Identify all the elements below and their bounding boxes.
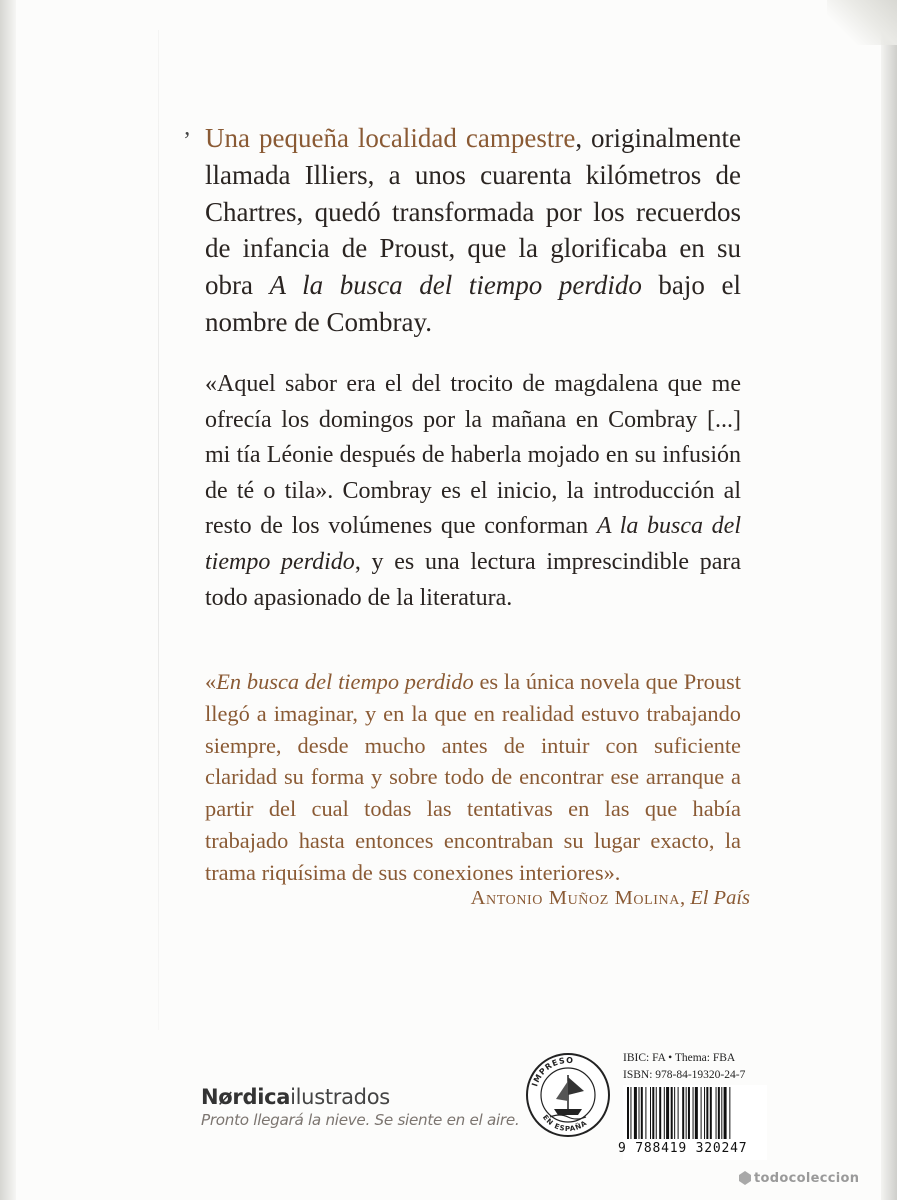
publisher-tagline: Pronto llegará la nieve. Se siente en el aire. [201, 1111, 520, 1129]
barcode-bars [623, 1085, 767, 1141]
book-title: A la busca del tiempo perdido [205, 513, 741, 575]
synopsis-paragraph-1 [205, 120, 741, 341]
worn-corner [827, 0, 897, 45]
book-title: A la busca del tiempo perdido [269, 270, 642, 301]
seal-bottom-text: EN ESPAÑA [540, 1113, 589, 1134]
page-edge [881, 0, 897, 1200]
quote-source: El País [690, 887, 750, 909]
lead-phrase: Una pequeña localidad campestre [205, 123, 576, 153]
publisher-name: Nørdica [201, 1085, 291, 1109]
publisher-collection: ilustrados [290, 1085, 390, 1109]
quote-body: es la única novela que Proust llegó a imaginar, y en la que en realidad estuvo trabajando siempre, desde mucho antes de intuir con suficiente claridad su forma y sobre todo de encontrar ese arranque a partir del cual todas las tentativas en las que había trabajado hasta entonces encontraban su lugar exacto, la trama riquísima de sus conexiones interiores». [205, 669, 741, 885]
synopsis-paragraph-2 [205, 367, 741, 616]
quote-book-title: En busca del tiempo perdido [216, 669, 474, 694]
watermark-logo-icon [738, 1170, 752, 1186]
review-quote [205, 666, 741, 889]
publisher-logo [201, 1085, 390, 1109]
seal-top-text: IMPRESO [530, 1055, 575, 1088]
paragraph2-text: «Aquel sabor era el del trocito de magdalena que me ofrecía los domingos por la mañana en Combray [...] mi tía Léonie después de haberla mojado en su infusión de té o tila». Combray es el inicio, la introducción al resto de los volúmenes que conforman [205, 371, 741, 540]
printed-in-spain-seal-icon [524, 1051, 612, 1139]
watermark: todocoleccion [754, 1171, 860, 1186]
ibic-code: IBIC: FA • Thema: FBA [623, 1052, 736, 1064]
opening-mark: ʼ [183, 128, 191, 154]
quote-open: « [205, 669, 217, 694]
paragraph2-end: , y es una lectura imprescindible para todo apasionado de la literatura. [205, 548, 741, 611]
classification-codes [623, 1050, 745, 1083]
quote-attribution [471, 887, 750, 910]
paragraph1-end: bajo el nombre de Combray. [205, 270, 741, 337]
paragraph1-text: , originalmente llamada Illiers, a unos cuarenta kilómetros de Chartres, quedó transformada por los recuerdos de infancia de Proust, que la glorificaba en su obra [205, 123, 742, 301]
isbn-code: ISBN: 978-84-19320-24-7 [623, 1068, 746, 1081]
spine-shadow [0, 0, 16, 1200]
cover-hinge-line [158, 30, 159, 1030]
barcode-number: 9 788419 320247 [618, 1141, 748, 1156]
attribution-separator: , [679, 887, 691, 909]
quote-author: Antonio Muñoz Molina [470, 887, 680, 909]
